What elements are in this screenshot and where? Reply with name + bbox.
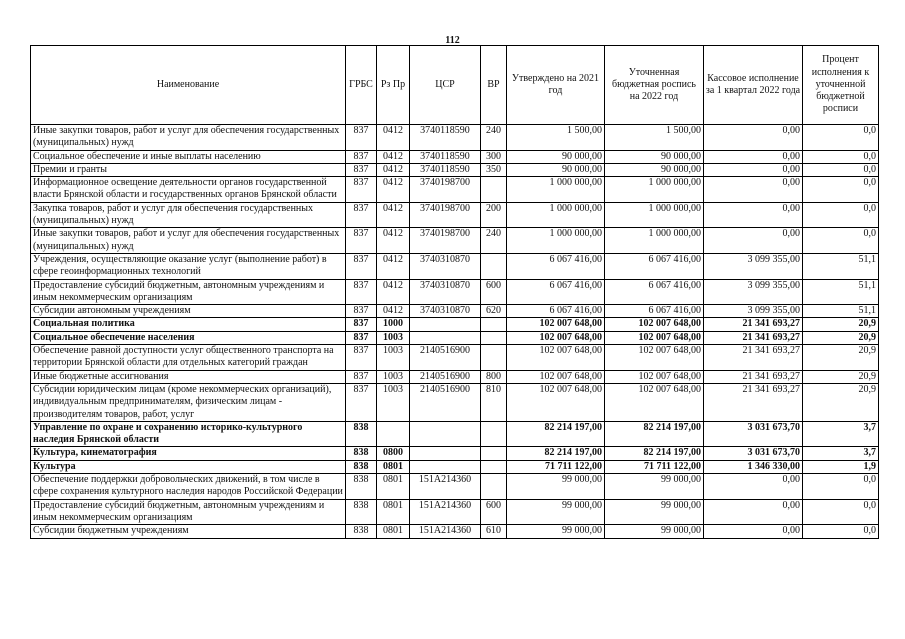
row-csr: 3740310870	[410, 305, 481, 318]
row-grbs: 837	[346, 125, 377, 151]
row-rzpr: 1003	[377, 345, 410, 371]
row-grbs: 838	[346, 421, 377, 447]
page-number: 112	[445, 35, 460, 46]
row-approved: 102 007 648,00	[507, 345, 605, 371]
row-approved: 6 067 416,00	[507, 279, 605, 305]
row-vr	[481, 177, 507, 203]
row-revised: 71 711 122,00	[605, 460, 704, 473]
row-cash: 21 341 693,27	[704, 318, 803, 331]
row-csr: 2140516900	[410, 370, 481, 383]
row-vr: 800	[481, 370, 507, 383]
row-grbs: 837	[346, 318, 377, 331]
row-name: Субсидии юридическим лицам (кроме некоммерческих организаций), индивидуальным предпринимателям, физическим лицам - производителям товаров, работ, услуг	[31, 383, 346, 421]
row-percent: 0,0	[803, 228, 879, 254]
row-name: Социальное обеспечение населения	[31, 331, 346, 344]
table-row	[31, 125, 879, 151]
header-name: Наименование	[31, 46, 346, 125]
row-cash: 3 031 673,70	[704, 447, 803, 460]
row-cash: 0,00	[704, 228, 803, 254]
row-csr: 3740198700	[410, 202, 481, 228]
row-cash: 21 341 693,27	[704, 370, 803, 383]
table-row	[31, 279, 879, 305]
row-vr: 620	[481, 305, 507, 318]
row-percent: 51,1	[803, 279, 879, 305]
row-percent: 3,7	[803, 421, 879, 447]
row-approved: 1 000 000,00	[507, 177, 605, 203]
row-grbs: 837	[346, 150, 377, 163]
row-csr	[410, 331, 481, 344]
row-percent: 51,1	[803, 253, 879, 279]
row-grbs: 837	[346, 177, 377, 203]
row-rzpr: 1003	[377, 383, 410, 421]
header-percent: Процент исполнения к уточненной бюджетной росписи	[803, 46, 879, 125]
row-csr	[410, 447, 481, 460]
row-percent: 0,0	[803, 202, 879, 228]
row-vr	[481, 345, 507, 371]
row-revised: 90 000,00	[605, 163, 704, 176]
row-approved: 102 007 648,00	[507, 318, 605, 331]
row-cash: 3 099 355,00	[704, 253, 803, 279]
row-name: Закупка товаров, работ и услуг для обеспечения государственных (муниципальных) нужд	[31, 202, 346, 228]
row-percent: 0,0	[803, 163, 879, 176]
row-csr: 3740118590	[410, 125, 481, 151]
header-rzpr: Рз Пр	[377, 46, 410, 125]
row-grbs: 837	[346, 331, 377, 344]
header-grbs: ГРБС	[346, 46, 377, 125]
row-grbs: 838	[346, 460, 377, 473]
header-approved: Утверждено на 2021 год	[507, 46, 605, 125]
row-name: Учреждения, осуществляющие оказание услуг (выполнение работ) в сфере геоинформационных технологий	[31, 253, 346, 279]
row-csr: 3740310870	[410, 253, 481, 279]
row-cash: 3 031 673,70	[704, 421, 803, 447]
row-vr: 240	[481, 228, 507, 254]
row-csr: 2140516900	[410, 345, 481, 371]
row-csr: 3740198700	[410, 228, 481, 254]
row-cash: 3 099 355,00	[704, 279, 803, 305]
row-approved: 6 067 416,00	[507, 253, 605, 279]
row-cash: 0,00	[704, 202, 803, 228]
row-vr: 350	[481, 163, 507, 176]
row-name: Субсидии бюджетным учреждениям	[31, 525, 346, 538]
row-rzpr: 0412	[377, 163, 410, 176]
row-vr	[481, 421, 507, 447]
header-cash: Кассовое исполнение за 1 квартал 2022 года	[704, 46, 803, 125]
row-csr: 2140516900	[410, 383, 481, 421]
table-row	[31, 460, 879, 473]
row-vr	[481, 474, 507, 500]
row-rzpr: 0412	[377, 228, 410, 254]
row-cash: 0,00	[704, 150, 803, 163]
row-cash: 0,00	[704, 499, 803, 525]
row-name: Субсидии автономным учреждениям	[31, 305, 346, 318]
table-row	[31, 370, 879, 383]
row-name: Обеспечение равной доступности услуг общественного транспорта на территории Брянской области для отдельных категорий граждан	[31, 345, 346, 371]
row-percent: 0,0	[803, 125, 879, 151]
row-vr: 600	[481, 499, 507, 525]
row-grbs: 837	[346, 279, 377, 305]
row-approved: 99 000,00	[507, 474, 605, 500]
row-csr: 151A214360	[410, 474, 481, 500]
row-grbs: 838	[346, 525, 377, 538]
row-rzpr: 0412	[377, 253, 410, 279]
row-revised: 99 000,00	[605, 474, 704, 500]
row-name: Предоставление субсидий бюджетным, автономным учреждениям и иным некоммерческим организациям	[31, 279, 346, 305]
row-revised: 99 000,00	[605, 525, 704, 538]
table-row	[31, 177, 879, 203]
row-revised: 102 007 648,00	[605, 383, 704, 421]
row-cash: 21 341 693,27	[704, 345, 803, 371]
row-approved: 82 214 197,00	[507, 447, 605, 460]
row-csr	[410, 460, 481, 473]
row-revised: 102 007 648,00	[605, 370, 704, 383]
row-vr	[481, 253, 507, 279]
table-row	[31, 525, 879, 538]
row-name: Иные бюджетные ассигнования	[31, 370, 346, 383]
row-csr: 151A214360	[410, 499, 481, 525]
table-row	[31, 253, 879, 279]
row-grbs: 837	[346, 305, 377, 318]
row-csr: 151A214360	[410, 525, 481, 538]
header-revised: Уточненная бюджетная роспись на 2022 год	[605, 46, 704, 125]
row-approved: 102 007 648,00	[507, 370, 605, 383]
table-row	[31, 447, 879, 460]
row-approved: 99 000,00	[507, 525, 605, 538]
row-revised: 1 000 000,00	[605, 228, 704, 254]
table-row	[31, 163, 879, 176]
row-cash: 1 346 330,00	[704, 460, 803, 473]
row-grbs: 837	[346, 383, 377, 421]
table-row	[31, 202, 879, 228]
row-rzpr: 1003	[377, 370, 410, 383]
row-percent: 20,9	[803, 383, 879, 421]
row-revised: 102 007 648,00	[605, 345, 704, 371]
row-cash: 0,00	[704, 474, 803, 500]
table-row	[31, 421, 879, 447]
header-row	[31, 46, 879, 125]
row-approved: 1 000 000,00	[507, 202, 605, 228]
row-rzpr: 0801	[377, 525, 410, 538]
row-vr	[481, 460, 507, 473]
table-row	[31, 305, 879, 318]
row-percent: 0,0	[803, 499, 879, 525]
table-row	[31, 474, 879, 500]
row-rzpr: 0801	[377, 499, 410, 525]
row-csr: 3740310870	[410, 279, 481, 305]
row-revised: 1 500,00	[605, 125, 704, 151]
row-name: Социальная политика	[31, 318, 346, 331]
row-name: Обеспечение поддержки добровольческих движений, в том числе в сфере сохранения культурного наследия народов Российской Федерации	[31, 474, 346, 500]
row-approved: 102 007 648,00	[507, 331, 605, 344]
row-rzpr: 0412	[377, 177, 410, 203]
row-approved: 1 500,00	[507, 125, 605, 151]
row-vr	[481, 331, 507, 344]
row-name: Иные закупки товаров, работ и услуг для обеспечения государственных (муниципальных) нужд	[31, 125, 346, 151]
header-vr: ВР	[481, 46, 507, 125]
row-cash: 0,00	[704, 525, 803, 538]
table-row	[31, 318, 879, 331]
row-rzpr	[377, 421, 410, 447]
row-revised: 6 067 416,00	[605, 305, 704, 318]
row-grbs: 837	[346, 370, 377, 383]
row-grbs: 838	[346, 447, 377, 460]
header-csr: ЦСР	[410, 46, 481, 125]
table-row	[31, 383, 879, 421]
row-rzpr: 0412	[377, 202, 410, 228]
row-rzpr: 0412	[377, 125, 410, 151]
row-rzpr: 0412	[377, 279, 410, 305]
row-vr: 810	[481, 383, 507, 421]
row-percent: 20,9	[803, 345, 879, 371]
row-grbs: 837	[346, 163, 377, 176]
row-cash: 0,00	[704, 177, 803, 203]
row-cash: 0,00	[704, 163, 803, 176]
row-revised: 102 007 648,00	[605, 318, 704, 331]
row-revised: 1 000 000,00	[605, 177, 704, 203]
row-approved: 90 000,00	[507, 163, 605, 176]
table-row	[31, 345, 879, 371]
row-approved: 71 711 122,00	[507, 460, 605, 473]
row-name: Культура, кинематография	[31, 447, 346, 460]
row-rzpr: 0412	[377, 150, 410, 163]
row-rzpr: 0801	[377, 460, 410, 473]
row-cash: 21 341 693,27	[704, 383, 803, 421]
row-approved: 6 067 416,00	[507, 305, 605, 318]
row-grbs: 838	[346, 474, 377, 500]
table-row	[31, 150, 879, 163]
row-name: Премии и гранты	[31, 163, 346, 176]
row-approved: 99 000,00	[507, 499, 605, 525]
row-rzpr: 0412	[377, 305, 410, 318]
row-name: Управление по охране и сохранению историко-культурного наследия Брянской области	[31, 421, 346, 447]
table-row	[31, 499, 879, 525]
row-revised: 1 000 000,00	[605, 202, 704, 228]
row-csr	[410, 421, 481, 447]
row-approved: 102 007 648,00	[507, 383, 605, 421]
row-rzpr: 1003	[377, 331, 410, 344]
row-grbs: 837	[346, 202, 377, 228]
row-percent: 20,9	[803, 318, 879, 331]
row-revised: 99 000,00	[605, 499, 704, 525]
row-revised: 82 214 197,00	[605, 421, 704, 447]
row-percent: 20,9	[803, 370, 879, 383]
row-csr: 3740118590	[410, 150, 481, 163]
row-revised: 6 067 416,00	[605, 253, 704, 279]
row-name: Социальное обеспечение и иные выплаты населению	[31, 150, 346, 163]
row-grbs: 837	[346, 228, 377, 254]
row-name: Культура	[31, 460, 346, 473]
row-vr: 300	[481, 150, 507, 163]
row-grbs: 837	[346, 345, 377, 371]
row-rzpr: 0800	[377, 447, 410, 460]
row-percent: 1,9	[803, 460, 879, 473]
row-cash: 21 341 693,27	[704, 331, 803, 344]
row-name: Предоставление субсидий бюджетным, автономным учреждениям и иным некоммерческим организациям	[31, 499, 346, 525]
row-rzpr: 0801	[377, 474, 410, 500]
row-vr: 600	[481, 279, 507, 305]
row-name: Иные закупки товаров, работ и услуг для обеспечения государственных (муниципальных) нужд	[31, 228, 346, 254]
row-vr: 240	[481, 125, 507, 151]
row-approved: 82 214 197,00	[507, 421, 605, 447]
row-revised: 90 000,00	[605, 150, 704, 163]
table-row	[31, 228, 879, 254]
row-csr: 3740118590	[410, 163, 481, 176]
row-csr	[410, 318, 481, 331]
row-cash: 0,00	[704, 125, 803, 151]
row-vr: 610	[481, 525, 507, 538]
row-approved: 1 000 000,00	[507, 228, 605, 254]
row-percent: 3,7	[803, 447, 879, 460]
budget-table	[30, 45, 879, 539]
row-approved: 90 000,00	[507, 150, 605, 163]
row-percent: 0,0	[803, 525, 879, 538]
row-percent: 51,1	[803, 305, 879, 318]
row-revised: 102 007 648,00	[605, 331, 704, 344]
row-name: Информационное освещение деятельности органов государственной власти Брянской области и государственных органов Брянской области	[31, 177, 346, 203]
row-vr	[481, 318, 507, 331]
row-cash: 3 099 355,00	[704, 305, 803, 318]
row-revised: 82 214 197,00	[605, 447, 704, 460]
row-rzpr: 1000	[377, 318, 410, 331]
row-vr	[481, 447, 507, 460]
table-body	[31, 125, 879, 539]
row-revised: 6 067 416,00	[605, 279, 704, 305]
row-grbs: 837	[346, 253, 377, 279]
row-csr: 3740198700	[410, 177, 481, 203]
row-percent: 0,0	[803, 474, 879, 500]
row-vr: 200	[481, 202, 507, 228]
table-row	[31, 331, 879, 344]
row-percent: 20,9	[803, 331, 879, 344]
row-percent: 0,0	[803, 150, 879, 163]
row-grbs: 838	[346, 499, 377, 525]
row-percent: 0,0	[803, 177, 879, 203]
